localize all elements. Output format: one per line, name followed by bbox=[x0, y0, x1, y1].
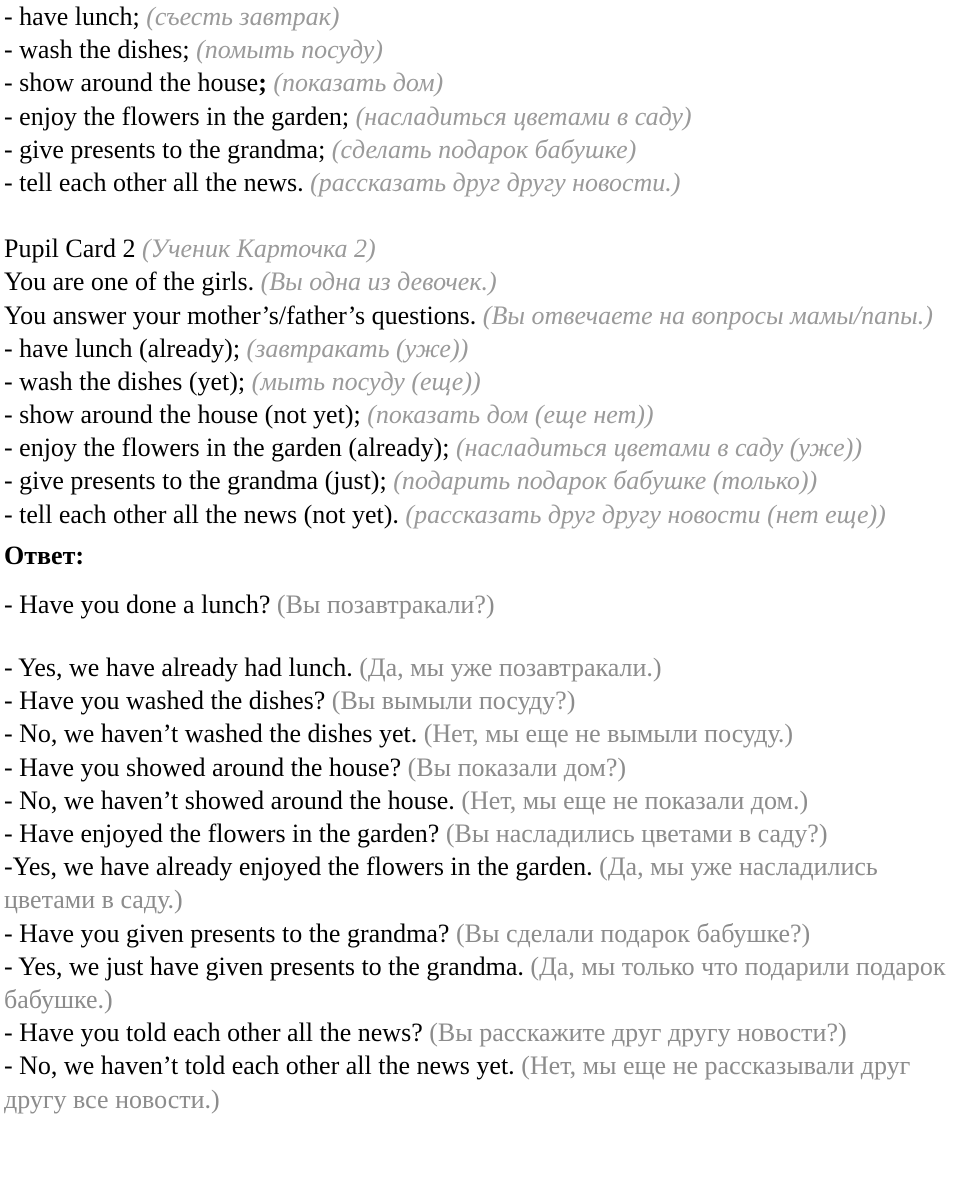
item-translation: (завтракать (уже)) bbox=[246, 333, 469, 363]
answer-translation: (Нет, мы еще не показали дом.) bbox=[461, 785, 809, 815]
card2-title-translation: (Ученик Карточка 2) bbox=[141, 234, 376, 264]
card1-item bbox=[4, 66, 954, 99]
answer-translation: (Нет, мы еще не вымыли посуду.) bbox=[423, 719, 794, 749]
answer-translation: (Вы показали дом?) bbox=[407, 752, 627, 782]
answer-translation: (Нет, мы еще не рассказывали друг другу все новости.) bbox=[4, 1051, 911, 1114]
answer-english: - Have you given presents to the grandma? bbox=[4, 918, 450, 948]
item-english: - have lunch (already); bbox=[4, 333, 241, 363]
answer-line bbox=[4, 950, 954, 1016]
answer-line bbox=[4, 817, 954, 850]
task-english: You answer your mother’s/father’s questions. bbox=[4, 300, 477, 330]
card2-title-english: Pupil Card 2 bbox=[4, 234, 136, 264]
card2-section bbox=[4, 232, 954, 531]
answer-line bbox=[4, 917, 954, 950]
answer-translation: (Вы насладились цветами в саду?) bbox=[445, 818, 828, 848]
item-english: - give presents to the grandma (just); bbox=[4, 466, 387, 496]
item-translation: (рассказать друг другу новости (нет еще)) bbox=[405, 499, 886, 529]
answer-line bbox=[4, 751, 954, 784]
answer-translation: (Да, мы только что подарили подарок бабушке.) bbox=[4, 951, 946, 1014]
item-translation: (рассказать друг другу новости.) bbox=[310, 167, 681, 197]
item-english: - show around the house bbox=[4, 68, 259, 98]
card2-task bbox=[4, 299, 954, 332]
item-translation: (насладиться цветами в саду) bbox=[355, 101, 692, 131]
card1-item bbox=[4, 166, 954, 199]
item-english: - wash the dishes (yet); bbox=[4, 366, 246, 396]
task-translation: (Вы отвечаете на вопросы мамы/папы.) bbox=[482, 300, 933, 330]
answer-translation: (Вы позавтракали?) bbox=[276, 589, 495, 619]
item-english: - give presents to the grandma; bbox=[4, 134, 326, 164]
answer-dialogue bbox=[4, 651, 954, 1116]
card1-item bbox=[4, 33, 954, 66]
answer-line bbox=[4, 651, 954, 684]
answer-line bbox=[4, 1016, 954, 1049]
answer-translation: (Да, мы уже насладились цветами в саду.) bbox=[4, 852, 878, 915]
item-translation: (сделать подарок бабушке) bbox=[331, 134, 637, 164]
card1-list bbox=[4, 0, 954, 199]
answer-english: - No, we haven’t washed the dishes yet. bbox=[4, 719, 418, 749]
item-translation: (подарить подарок бабушке (только)) bbox=[393, 466, 818, 496]
item-translation: (съесть завтрак) bbox=[146, 2, 340, 31]
item-english: - show around the house (not yet); bbox=[4, 400, 361, 430]
card2-role bbox=[4, 265, 954, 298]
answer-line bbox=[4, 850, 954, 916]
answer-heading: Ответ: bbox=[4, 540, 85, 570]
item-translation: (насладиться цветами в саду (уже)) bbox=[455, 433, 862, 463]
answer-line bbox=[4, 784, 954, 817]
answer-english: - Yes, we just have given presents to the grandma. bbox=[4, 951, 524, 981]
answer-line bbox=[4, 717, 954, 750]
card1-item bbox=[4, 100, 954, 133]
spacer bbox=[4, 572, 954, 588]
item-english: - tell each other all the news. bbox=[4, 167, 304, 197]
answer-translation: (Вы сделали подарок бабушке?) bbox=[455, 918, 811, 948]
answer-english: - Have you washed the dishes? bbox=[4, 686, 326, 716]
spacer bbox=[4, 531, 954, 539]
card2-item bbox=[4, 498, 954, 531]
item-translation: (показать дом) bbox=[273, 68, 444, 98]
spacer bbox=[4, 621, 954, 651]
card2-item bbox=[4, 431, 954, 464]
answer-english: - Have enjoyed the flowers in the garden? bbox=[4, 818, 440, 848]
answer-line bbox=[4, 684, 954, 717]
answer-english: - No, we haven’t told each other all the news yet. bbox=[4, 1051, 515, 1081]
item-english: - wash the dishes; bbox=[4, 35, 190, 65]
item-english: - have lunch; bbox=[4, 2, 140, 31]
item-english: - enjoy the flowers in the garden (already); bbox=[4, 433, 450, 463]
answer-translation: (Вы расскажите друг другу новости?) bbox=[429, 1018, 847, 1048]
spacer bbox=[4, 199, 954, 232]
answer-english: - Yes, we have already had lunch. bbox=[4, 653, 353, 683]
answer-english: -Yes, we have already enjoyed the flowers in the garden. bbox=[4, 852, 593, 882]
card1-item bbox=[4, 0, 954, 33]
answer-english: - Have you done a lunch? bbox=[4, 589, 271, 619]
item-english: - enjoy the flowers in the garden; bbox=[4, 101, 350, 131]
item-translation: (мыть посуду (еще)) bbox=[251, 366, 481, 396]
role-translation: (Вы одна из девочек.) bbox=[260, 267, 497, 297]
item-translation: (помыть посуду) bbox=[196, 35, 383, 65]
answer-translation: (Да, мы уже позавтракали.) bbox=[359, 653, 662, 683]
item-english: - tell each other all the news (not yet). bbox=[4, 499, 399, 529]
card2-item bbox=[4, 398, 954, 431]
card2-item bbox=[4, 365, 954, 398]
role-english: You are one of the girls. bbox=[4, 267, 255, 297]
card2-item bbox=[4, 464, 954, 497]
answer-english: - No, we haven’t showed around the house. bbox=[4, 785, 455, 815]
card2-title bbox=[4, 232, 954, 265]
item-translation: (показать дом (еще нет)) bbox=[367, 400, 654, 430]
card1-item bbox=[4, 133, 954, 166]
answer-translation: (Вы вымыли посуду?) bbox=[331, 686, 576, 716]
answer-english: - Have you showed around the house? bbox=[4, 752, 402, 782]
card2-item bbox=[4, 332, 954, 365]
item-semicolon: ; bbox=[258, 68, 267, 98]
answer-line bbox=[4, 1049, 954, 1115]
answer-english: - Have you told each other all the news? bbox=[4, 1018, 423, 1048]
answer-line bbox=[4, 588, 954, 621]
